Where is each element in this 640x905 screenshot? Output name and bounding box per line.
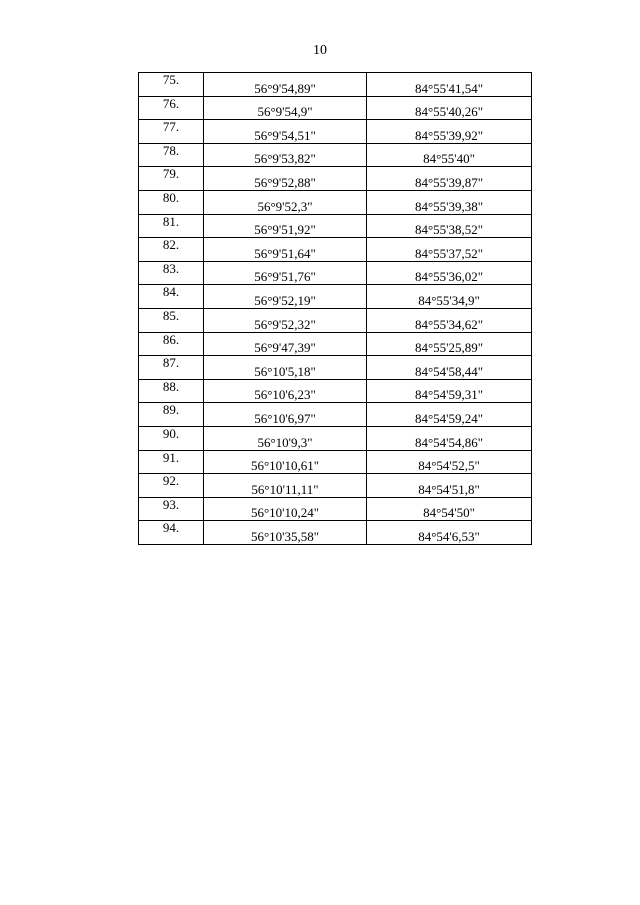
table-row bbox=[139, 474, 532, 498]
table-row bbox=[139, 120, 532, 144]
latitude-cell: 56°10'10,24" bbox=[204, 497, 367, 521]
latitude-cell: 56°10'6,97" bbox=[204, 403, 367, 427]
longitude-cell: 84°55'40,26" bbox=[367, 96, 532, 120]
point-number: 94. bbox=[139, 521, 204, 545]
table-row bbox=[139, 143, 532, 167]
latitude-cell: 56°10'6,23" bbox=[204, 379, 367, 403]
latitude-cell: 56°9'51,76" bbox=[204, 261, 367, 285]
table-row bbox=[139, 214, 532, 238]
longitude-cell: 84°55'41,54" bbox=[367, 73, 532, 97]
point-number: 78. bbox=[139, 143, 204, 167]
point-number: 75. bbox=[139, 73, 204, 97]
latitude-cell: 56°9'51,92" bbox=[204, 214, 367, 238]
latitude-cell: 56°9'53,82" bbox=[204, 143, 367, 167]
latitude-cell: 56°9'54,89" bbox=[204, 73, 367, 97]
point-number: 89. bbox=[139, 403, 204, 427]
point-number: 84. bbox=[139, 285, 204, 309]
point-number: 81. bbox=[139, 214, 204, 238]
table-row bbox=[139, 332, 532, 356]
point-number: 76. bbox=[139, 96, 204, 120]
latitude-cell: 56°10'11,11" bbox=[204, 474, 367, 498]
longitude-cell: 84°54'51,8" bbox=[367, 474, 532, 498]
table-row bbox=[139, 521, 532, 545]
point-number: 82. bbox=[139, 238, 204, 262]
point-number: 79. bbox=[139, 167, 204, 191]
page-number: 10 bbox=[313, 43, 327, 58]
longitude-cell: 84°55'39,87" bbox=[367, 167, 532, 191]
longitude-cell: 84°54'52,5" bbox=[367, 450, 532, 474]
longitude-cell: 84°55'34,9" bbox=[367, 285, 532, 309]
point-number: 91. bbox=[139, 450, 204, 474]
longitude-cell: 84°54'58,44" bbox=[367, 356, 532, 380]
point-number: 88. bbox=[139, 379, 204, 403]
table-row bbox=[139, 426, 532, 450]
point-number: 92. bbox=[139, 474, 204, 498]
latitude-cell: 56°9'51,64" bbox=[204, 238, 367, 262]
latitude-cell: 56°9'52,19" bbox=[204, 285, 367, 309]
table-row bbox=[139, 379, 532, 403]
point-number: 86. bbox=[139, 332, 204, 356]
longitude-cell: 84°54'50" bbox=[367, 497, 532, 521]
latitude-cell: 56°9'52,88" bbox=[204, 167, 367, 191]
table-row bbox=[139, 190, 532, 214]
table-row bbox=[139, 285, 532, 309]
table-row bbox=[139, 167, 532, 191]
longitude-cell: 84°55'36,02" bbox=[367, 261, 532, 285]
latitude-cell: 56°10'5,18" bbox=[204, 356, 367, 380]
point-number: 90. bbox=[139, 426, 204, 450]
table-row bbox=[139, 450, 532, 474]
table-row bbox=[139, 403, 532, 427]
longitude-cell: 84°55'25,89" bbox=[367, 332, 532, 356]
latitude-cell: 56°9'54,9" bbox=[204, 96, 367, 120]
table-row bbox=[139, 356, 532, 380]
longitude-cell: 84°54'59,24" bbox=[367, 403, 532, 427]
longitude-cell: 84°54'59,31" bbox=[367, 379, 532, 403]
table-row bbox=[139, 238, 532, 262]
longitude-cell: 84°55'39,92" bbox=[367, 120, 532, 144]
point-number: 83. bbox=[139, 261, 204, 285]
table-row bbox=[139, 308, 532, 332]
longitude-cell: 84°55'38,52" bbox=[367, 214, 532, 238]
latitude-cell: 56°9'52,32" bbox=[204, 308, 367, 332]
latitude-cell: 56°9'54,51" bbox=[204, 120, 367, 144]
table-row bbox=[139, 261, 532, 285]
coordinates-table bbox=[138, 72, 532, 545]
table-row bbox=[139, 497, 532, 521]
longitude-cell: 84°55'40" bbox=[367, 143, 532, 167]
point-number: 80. bbox=[139, 190, 204, 214]
table-row bbox=[139, 73, 532, 97]
point-number: 93. bbox=[139, 497, 204, 521]
point-number: 77. bbox=[139, 120, 204, 144]
table-row bbox=[139, 96, 532, 120]
longitude-cell: 84°54'54,86" bbox=[367, 426, 532, 450]
point-number: 85. bbox=[139, 308, 204, 332]
longitude-cell: 84°54'6,53" bbox=[367, 521, 532, 545]
latitude-cell: 56°10'35,58" bbox=[204, 521, 367, 545]
latitude-cell: 56°9'47,39" bbox=[204, 332, 367, 356]
latitude-cell: 56°10'9,3" bbox=[204, 426, 367, 450]
point-number: 87. bbox=[139, 356, 204, 380]
longitude-cell: 84°55'34,62" bbox=[367, 308, 532, 332]
latitude-cell: 56°10'10,61" bbox=[204, 450, 367, 474]
longitude-cell: 84°55'37,52" bbox=[367, 238, 532, 262]
latitude-cell: 56°9'52,3" bbox=[204, 190, 367, 214]
longitude-cell: 84°55'39,38" bbox=[367, 190, 532, 214]
